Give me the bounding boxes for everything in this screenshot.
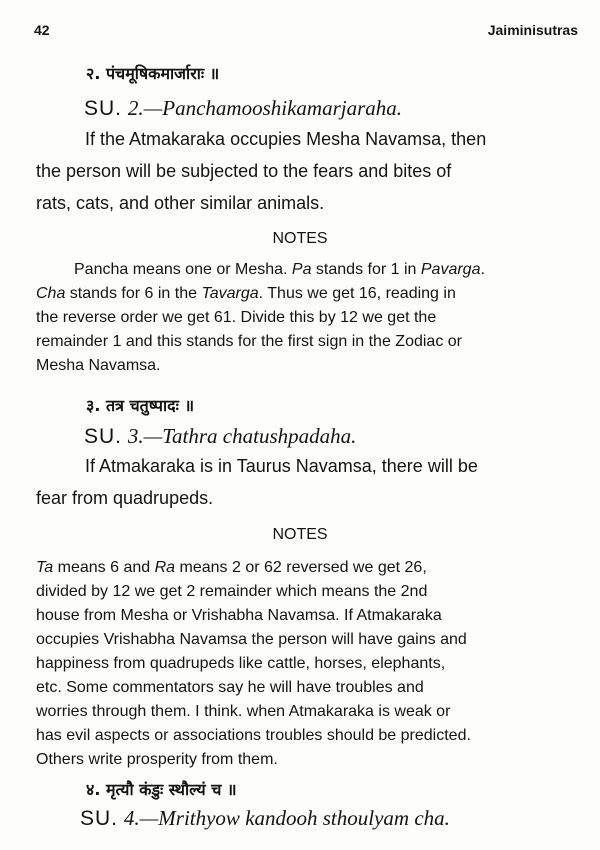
text-line: If the Atmakaraka occupies Mesha Navamsa, then [85,129,487,149]
note-term: Pa [291,261,312,278]
note-text: stands for 1 in [311,261,421,278]
note-line: divided by 12 we get 2 remainder which means the 2nd [36,583,428,600]
sutra-label: SU. [84,425,123,448]
note-term: Cha [36,285,66,302]
note-line: Mesha Navamsa. [36,357,161,374]
note-line: etc. Some commentators say he will have troubles and [36,679,424,696]
note-term: Ta [36,559,54,576]
note-line: Others write prosperity from them. [36,751,278,768]
note-term: Pavarga [420,261,481,278]
sutra-4-heading [80,806,450,831]
note-line: happiness from quadrupeds like cattle, horses, elephants, [36,655,446,672]
sutra-2-text [36,123,584,219]
text-line: the person will be subjected to the fears and bites of [36,161,452,181]
note-line: the reverse order we get 61. Divide this by 12 we get the [36,309,437,326]
note-line: house from Mesha or Vrishabha Navamsa. If Atmakaraka [36,607,442,624]
sutra-title: 3.—Tathra chatushpadaha. [127,424,357,448]
note-line [36,282,584,306]
note-term: Ra [154,559,176,576]
note-text: means 2 or 62 reversed we get 26, [175,559,427,576]
text-line: fear from quadrupeds. [36,488,214,508]
sutra-2-heading [84,96,402,121]
sutra-2-notes [36,258,584,378]
sutra-title: 2.—Panchamooshikamarjaraha. [127,96,403,120]
note-text: stands for 6 in the [65,285,202,302]
note-line: occupies Vrishabha Navamsa the person will have gains and [36,631,467,648]
notes-heading: NOTES [272,526,328,543]
note-text: Pancha means one or Mesha. [74,261,292,278]
sutra-4-sanskrit: ४. मृत्यौ कंडुः स्थौल्यं च ॥ [86,780,237,799]
note-line [36,258,584,282]
text-line: If Atmakaraka is in Taurus Navamsa, there will be [85,456,478,476]
page-header [34,22,578,42]
sutra-3-text [36,450,584,514]
sutra-3-heading [84,424,356,449]
note-line [36,556,584,580]
note-line: remainder 1 and this stands for the first sign in the Zodiac or [36,333,462,350]
sutra-label: SU. [84,97,123,120]
sutra-title: 4.—Mrithyow kandooh sthoulyam cha. [123,806,450,830]
running-title: Jaiminisutras [487,22,578,38]
note-text: . Thus we get 16, reading in [258,285,456,302]
note-text: . [480,261,485,278]
note-line: has evil aspects or associations troubles should be predicted. [36,727,471,744]
sutra-label: SU. [80,807,119,830]
sutra-3-sanskrit: ३. तत्र चतुष्पादः ॥ [86,396,195,415]
note-text: means 6 and [53,559,155,576]
note-term: Tavarga [201,285,259,302]
sutra-3-notes [36,556,584,772]
sutra-2-sanskrit: २. पंचमूषिकमार्जाराः ॥ [86,64,220,83]
notes-heading: NOTES [272,230,328,247]
note-line: worries through them. I think. when Atmakaraka is weak or [36,703,451,720]
page-number: 42 [34,22,50,38]
text-line: rats, cats, and other similar animals. [36,193,325,213]
